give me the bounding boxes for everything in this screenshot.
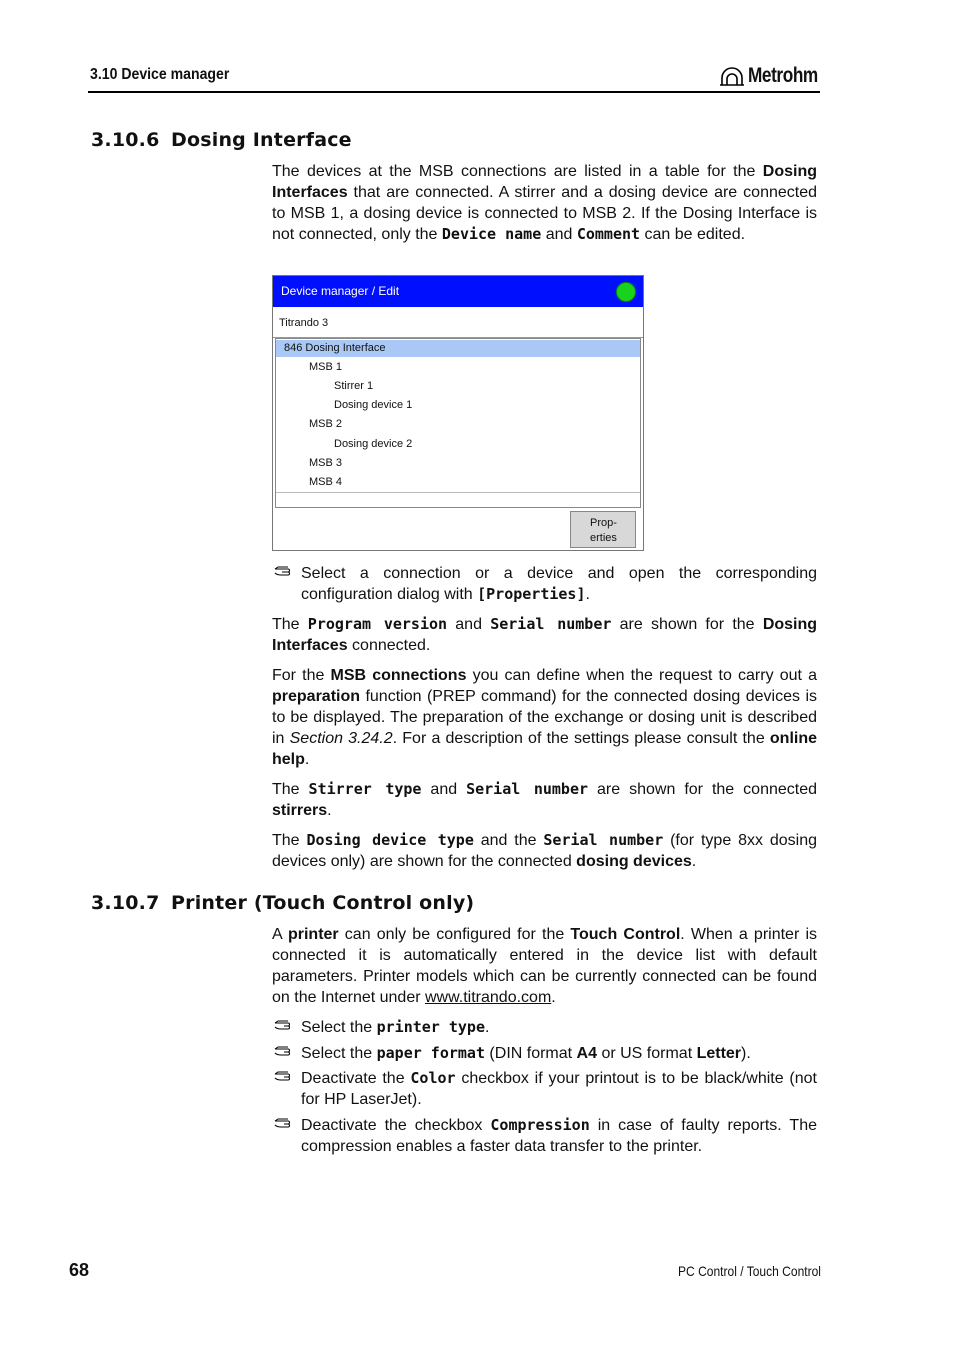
paragraph: The Stirrer type and Serial number are shown for the connected stirrers. — [272, 780, 818, 819]
section-number: 3.10.6 — [91, 129, 160, 151]
section-heading-printer — [91, 892, 474, 914]
metrohm-logo-icon — [720, 66, 744, 86]
properties-button[interactable]: Prop- erties — [570, 511, 636, 548]
header-rule — [88, 91, 820, 93]
instruction-bullet: Select the paper format (DIN format A4 or US format Letter). — [272, 1043, 817, 1064]
section-title: Dosing Interface — [171, 129, 352, 151]
device-name-field[interactable] — [273, 307, 643, 338]
tree-item[interactable]: 846 Dosing Interface — [276, 340, 640, 357]
window-title: Device manager / Edit — [281, 284, 400, 298]
brand-name: Metrohm — [748, 64, 818, 87]
running-header: 3.10 Device manager — [90, 66, 230, 83]
pointing-hand-icon — [274, 1069, 296, 1083]
section-number: 3.10.7 — [91, 892, 160, 914]
connection-tree — [275, 338, 641, 508]
paragraph: For the MSB connections you can define when the request to carry out a preparation function (PREP command) for the connected dosing devices is to be displayed. The preparation of the exchange or dosing unit is described in Section 3.24.2. For a description of the settings please consult the online help. — [272, 667, 818, 768]
tree-item[interactable]: MSB 1 — [309, 361, 343, 373]
paragraph: The Program version and Serial number are shown for the Dosing Interfaces connected. — [272, 615, 818, 654]
footer-product: PC Control / Touch Control — [678, 1263, 821, 1279]
section-title: Printer (Touch Control only) — [171, 892, 475, 914]
brand-logo — [720, 63, 833, 89]
device-manager-screenshot — [272, 275, 644, 551]
section-heading-dosing — [91, 129, 352, 151]
window-title-bar — [273, 276, 643, 307]
printer-intro-paragraph: A printer can only be configured for the Touch Control. When a printer is connected it is automatically entered in the device list with default parameters. Printer models which can be currently connected can be found on the Internet under www.titrando.com. — [272, 926, 818, 1006]
tree-item[interactable]: MSB 2 — [309, 418, 343, 430]
device-name-value: Titrando 3 — [279, 317, 329, 329]
instruction-bullet: Select the printer type. — [272, 1017, 817, 1038]
status-light-icon — [616, 282, 636, 302]
paragraph: The Dosing device type and the Serial number (for type 8xx dosing devices only) are shown for the connected dosing devices. — [272, 831, 817, 870]
instruction-bullet: Select a connection or a device and open the corresponding configuration dialog with [Properties]. — [272, 563, 817, 605]
pointing-hand-icon — [274, 1116, 296, 1130]
titrando-link[interactable]: www.titrando.com — [425, 989, 552, 1006]
tree-item[interactable]: MSB 4 — [309, 476, 343, 488]
pointing-hand-icon — [274, 1044, 296, 1058]
page-number: 68 — [69, 1260, 90, 1280]
tree-item[interactable]: MSB 3 — [309, 457, 343, 469]
tree-item[interactable]: Dosing device 1 — [334, 399, 413, 411]
tree-item[interactable]: Stirrer 1 — [334, 380, 374, 392]
pointing-hand-icon — [274, 1018, 296, 1032]
pointing-hand-icon — [274, 564, 296, 578]
instruction-bullet: Deactivate the Color checkbox if your printout is to be black/white (not for HP LaserJet). — [272, 1068, 817, 1110]
tree-divider — [276, 492, 640, 493]
instruction-bullet: Deactivate the checkbox Compression in case of faulty reports. The compression enables a faster data transfer to the printer. — [272, 1115, 817, 1157]
tree-item[interactable]: Dosing device 2 — [334, 438, 413, 450]
dosing-intro-paragraph: The devices at the MSB connections are listed in a table for the Dosing Interfaces that are connected. A stirrer and a dosing device are connected to MSB 1, a dosing device is connected to MSB 2. If the Dosing Interface is not connected, only the Device name and Comment can be edited. — [272, 163, 817, 243]
